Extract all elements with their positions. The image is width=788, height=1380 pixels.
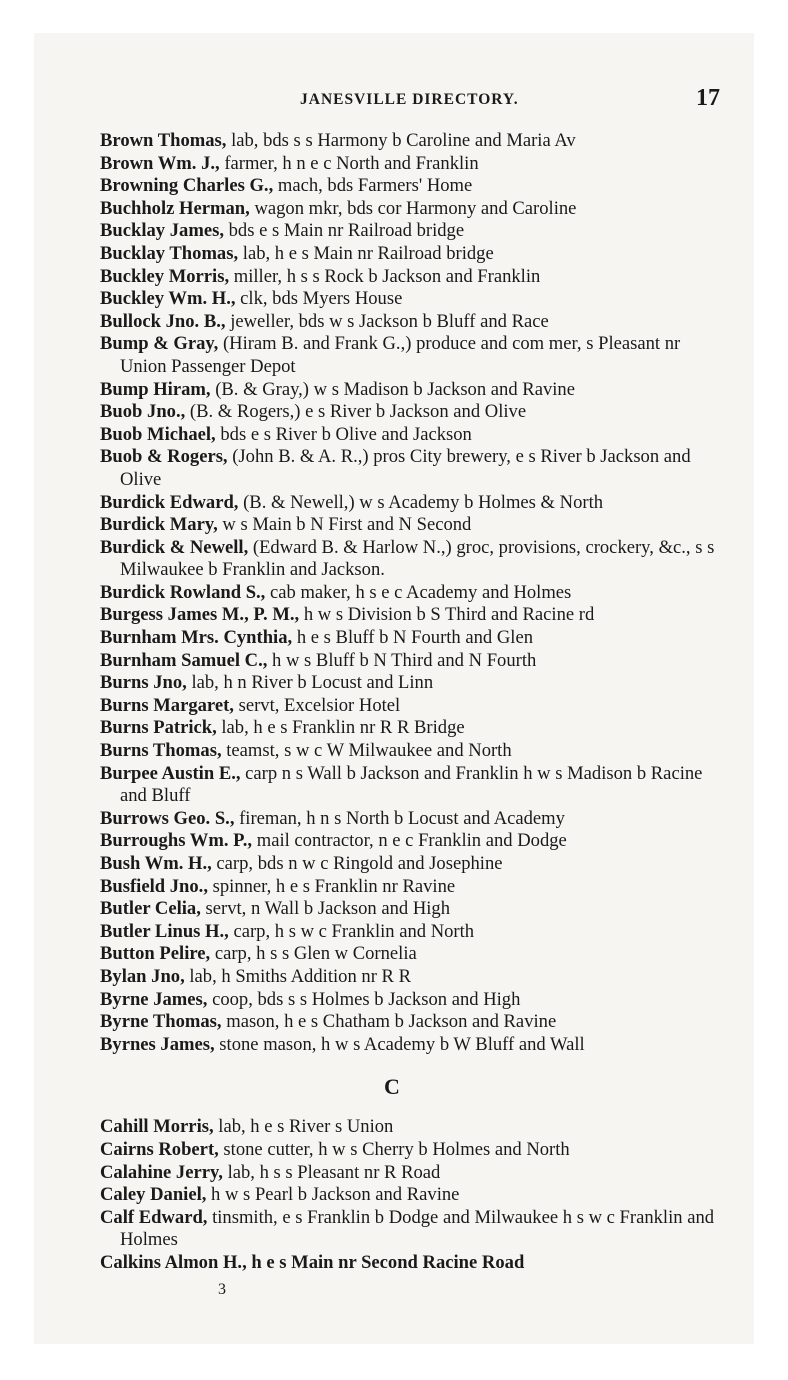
entry-details: lab, h e s Franklin nr R R Bridge <box>216 717 465 739</box>
directory-entry <box>100 604 724 627</box>
entry-details: cab maker, h s e c Academy and Holmes <box>265 581 572 603</box>
entry-name: Butler Celia, <box>100 898 201 920</box>
entry-name: Burrows Geo. S., <box>100 807 235 829</box>
page-header <box>100 85 724 121</box>
entry-name: Calahine Jerry, <box>100 1161 223 1183</box>
entry-name: Byrnes James, <box>100 1033 215 1055</box>
entry-details: (Hiram B. and Frank G.,) produce and com mer, s Pleasant nr Union Passenger Depot <box>120 333 681 377</box>
entry-details: mail contractor, n e c Franklin and Dodge <box>252 830 567 852</box>
entry-name: Buob & Rogers, <box>100 446 228 468</box>
directory-entry <box>100 379 724 402</box>
entry-name: Cairns Robert, <box>100 1138 219 1160</box>
entry-name: Burdick Mary, <box>100 514 218 536</box>
entry-details: h e s Main nr Second Racine Road <box>246 1251 525 1273</box>
entry-details: lab, h s s Pleasant nr R Road <box>222 1161 441 1183</box>
entry-details: tinsmith, e s Franklin b Dodge and Milwaukee h s w c Franklin and Holmes <box>120 1206 715 1251</box>
directory-entry <box>100 1252 724 1275</box>
entry-name: Buckley Morris, <box>100 265 230 287</box>
entry-details: miller, h s s Rock b Jackson and Franklin <box>229 265 541 287</box>
entry-details: w s Main b N First and N Second <box>217 514 472 536</box>
entry-details: (B. & Newell,) w s Academy b Holmes & North <box>238 491 604 513</box>
directory-entry <box>100 740 724 763</box>
directory-entry <box>100 808 724 831</box>
directory-entry <box>100 1162 724 1185</box>
entry-name: Buob Michael, <box>100 423 216 445</box>
entry-details: lab, h n River b Locust and Linn <box>186 672 434 694</box>
entry-name: Busfield Jno., <box>100 875 208 897</box>
entry-name: Bump & Gray, <box>100 333 219 355</box>
entry-name: Burdick & Newell, <box>100 536 249 558</box>
entries-list-c <box>100 1116 724 1274</box>
directory-entry <box>100 492 724 515</box>
directory-page <box>34 33 754 1344</box>
entry-details: mach, bds Farmers' Home <box>273 175 473 197</box>
entry-details: lab, h e s Main nr Railroad bridge <box>238 242 494 264</box>
entry-details: servt, n Wall b Jackson and High <box>200 898 451 920</box>
entry-details: lab, h e s River s Union <box>213 1116 394 1138</box>
entry-name: Buob Jno., <box>100 401 186 423</box>
entry-details: h w s Pearl b Jackson and Ravine <box>206 1184 460 1206</box>
entry-details: lab, h Smiths Addition nr R R <box>184 965 411 987</box>
directory-entry <box>100 943 724 966</box>
entry-name: Burns Patrick, <box>100 717 217 739</box>
directory-entry <box>100 1207 724 1252</box>
entry-details: mason, h e s Chatham b Jackson and Ravine <box>221 1011 557 1033</box>
entry-details: carp n s Wall b Jackson and Franklin h w s Madison b Racine and Bluff <box>120 762 703 807</box>
directory-entry <box>100 288 724 311</box>
entry-name: Bullock Jno. B., <box>100 310 226 332</box>
directory-entry <box>100 424 724 447</box>
entry-details: carp, bds n w c Ringold and Josephine <box>211 853 503 874</box>
entry-details: spinner, h e s Franklin nr Ravine <box>207 875 456 897</box>
directory-entry <box>100 1116 724 1139</box>
entry-details: carp, h s s Glen w Cornelia <box>210 943 417 965</box>
entry-details: bds e s Main nr Railroad bridge <box>223 220 465 242</box>
directory-entry <box>100 130 724 153</box>
directory-entry <box>100 220 724 243</box>
directory-entry <box>100 921 724 944</box>
directory-entry <box>100 717 724 740</box>
entry-details: farmer, h n e c North and Franklin <box>219 152 479 174</box>
entry-details: h w s Division b S Third and Racine rd <box>299 604 595 626</box>
entry-details: coop, bds s s Holmes b Jackson and High <box>207 988 521 1010</box>
entry-name: Calkins Almon H., <box>100 1251 247 1273</box>
directory-entry <box>100 876 724 899</box>
entry-details: (Edward B. & Harlow N.,) groc, provisions, crockery, &c., s s Milwaukee b Franklin and Jackson. <box>120 536 715 581</box>
entry-name: Brown Thomas, <box>100 130 227 151</box>
directory-entry <box>100 853 724 876</box>
entry-details: h w s Bluff b N Third and N Fourth <box>267 649 537 671</box>
entry-name: Bylan Jno, <box>100 965 185 987</box>
signature-mark: 3 <box>218 1280 226 1298</box>
entry-details: bds e s River b Olive and Jackson <box>215 423 472 445</box>
directory-entry <box>100 175 724 198</box>
entry-name: Burroughs Wm. P., <box>100 830 253 852</box>
entry-name: Caley Daniel, <box>100 1184 207 1206</box>
directory-entry <box>100 1034 724 1057</box>
page-number: 17 <box>696 85 720 111</box>
directory-entry <box>100 311 724 334</box>
directory-entry <box>100 153 724 176</box>
entry-details: (B. & Gray,) w s Madison b Jackson and Ravine <box>210 378 575 400</box>
entry-name: Byrne Thomas, <box>100 1011 222 1033</box>
entry-details: servt, Excelsior Hotel <box>233 694 401 716</box>
directory-entry <box>100 898 724 921</box>
directory-entry <box>100 763 724 808</box>
entry-name: Burpee Austin E., <box>100 762 241 784</box>
entry-name: Buckley Wm. H., <box>100 288 236 310</box>
entry-name: Buchholz Herman, <box>100 197 250 219</box>
entry-details: (John B. & A. R.,) pros City brewery, e s River b Jackson and Olive <box>120 446 691 490</box>
entry-details: jeweller, bds w s Jackson b Bluff and Race <box>225 310 549 332</box>
entry-name: Bump Hiram, <box>100 378 211 400</box>
entry-name: Browning Charles G., <box>100 175 274 197</box>
entry-details: lab, bds s s Harmony b Caroline and Maria Av <box>226 130 576 151</box>
directory-entry <box>100 966 724 989</box>
entry-name: Cahill Morris, <box>100 1116 214 1138</box>
entry-details: wagon mkr, bds cor Harmony and Caroline <box>249 197 577 219</box>
entry-name: Brown Wm. J., <box>100 152 220 174</box>
entry-details: stone cutter, h w s Cherry b Holmes and North <box>218 1138 570 1160</box>
entry-name: Bucklay James, <box>100 220 224 242</box>
directory-entry <box>100 1011 724 1034</box>
directory-entry <box>100 989 724 1012</box>
entry-details: clk, bds Myers House <box>235 288 403 310</box>
entry-name: Burns Thomas, <box>100 740 222 762</box>
entry-name: Burdick Edward, <box>100 491 239 513</box>
entry-details: teamst, s w c W Milwaukee and North <box>221 740 512 762</box>
entry-name: Burns Margaret, <box>100 694 234 716</box>
directory-entry <box>100 627 724 650</box>
directory-entry <box>100 198 724 221</box>
directory-entry <box>100 830 724 853</box>
directory-entry <box>100 1184 724 1207</box>
entry-name: Bucklay Thomas, <box>100 242 239 264</box>
entry-name: Burnham Mrs. Cynthia, <box>100 627 293 649</box>
entry-name: Burns Jno, <box>100 672 187 694</box>
directory-entry <box>100 446 724 491</box>
directory-entry <box>100 401 724 424</box>
directory-entry <box>100 243 724 266</box>
directory-entry <box>100 1139 724 1162</box>
directory-entry <box>100 514 724 537</box>
entry-name: Calf Edward, <box>100 1206 208 1228</box>
entry-name: Burgess James M., P. M., <box>100 604 300 626</box>
entry-details: (B. & Rogers,) e s River b Jackson and Olive <box>185 401 527 423</box>
entry-name: Button Pelire, <box>100 943 211 965</box>
directory-entry <box>100 537 724 582</box>
directory-entry <box>100 695 724 718</box>
entry-name: Bush Wm. H., <box>100 853 212 874</box>
entries-list-b <box>100 130 724 1056</box>
running-title: JANESVILLE DIRECTORY. <box>300 91 519 108</box>
section-letter-c: C <box>384 1074 400 1100</box>
entry-details: carp, h s w c Franklin and North <box>228 920 475 942</box>
directory-entry <box>100 672 724 695</box>
directory-entry <box>100 650 724 673</box>
entry-details: fireman, h n s North b Locust and Academy <box>234 807 565 829</box>
entry-name: Burdick Rowland S., <box>100 581 266 603</box>
entry-name: Byrne James, <box>100 988 208 1010</box>
entry-details: stone mason, h w s Academy b W Bluff and Wall <box>214 1033 585 1055</box>
entry-name: Burnham Samuel C., <box>100 649 268 671</box>
entry-details: h e s Bluff b N Fourth and Glen <box>292 627 534 649</box>
directory-entry <box>100 582 724 605</box>
directory-entry <box>100 266 724 289</box>
entry-name: Butler Linus H., <box>100 920 229 942</box>
directory-entry <box>100 333 724 378</box>
